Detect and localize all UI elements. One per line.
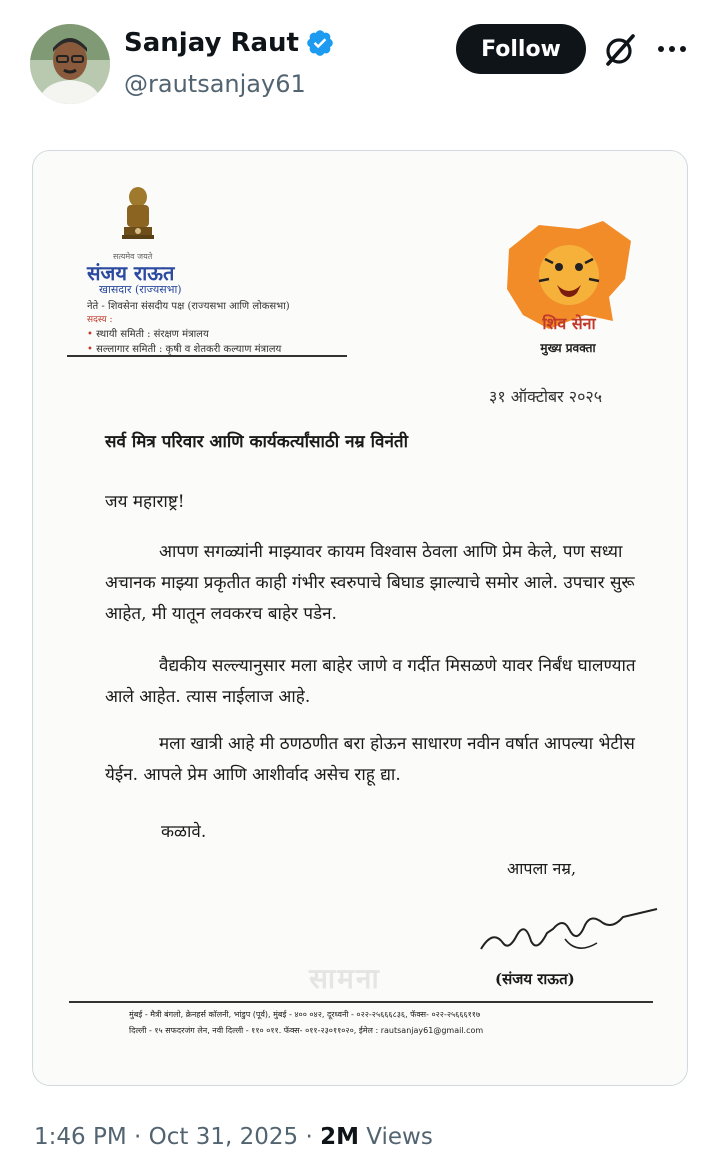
letterhead-role: नेते - शिवसेना संसदीय पक्ष (राज्यसभा आणि लोकसभा) — [87, 301, 290, 312]
logo-text: शिव सेना — [542, 314, 596, 333]
avatar[interactable] — [30, 24, 110, 104]
letter-greeting: जय महाराष्ट्र! — [105, 492, 185, 512]
signature-icon — [473, 899, 663, 959]
author-handle[interactable]: @rautsanjay61 — [124, 70, 306, 98]
verified-badge-icon — [305, 28, 335, 58]
author-name[interactable]: Sanjay Raut — [124, 28, 299, 58]
watermark-stamp: सामना — [309, 962, 381, 995]
letter-date: ३१ ऑक्टोबर २०२५ — [489, 387, 603, 406]
tweet-header — [0, 0, 720, 130]
emblem-caption: सत्यमेव जयते — [113, 252, 153, 261]
letterhead-committee-2: • सल्लागार समिती : कृषी व शेतकरी कल्याण मंत्रालय — [87, 341, 281, 355]
views-label: Views — [366, 1124, 433, 1150]
views-count[interactable]: 2M — [320, 1124, 359, 1150]
letter-paragraph-2: वैद्यकीय सल्ल्यानुसार मला बाहेर जाणे व गर्दीत मिसळणे यावर निर्बंध घालण्यात आले आहेत. त्यास नाईलाज आहे. — [105, 656, 636, 707]
tweet-media[interactable] — [32, 150, 688, 1086]
national-emblem-icon — [117, 185, 159, 247]
logo-caption: मुख्य प्रवक्ता — [540, 341, 596, 355]
letter-paragraph-3: मला खात्री आहे मी ठणठणीत बरा होऊन साधारण नवीन वर्षात आपल्या भेटीस येईन. आपले प्रेम आणि आशीर्वाद असेच राहू द्या. — [105, 734, 635, 785]
more-icon[interactable] — [652, 34, 692, 64]
tweet-meta — [34, 1124, 433, 1150]
tweet-time[interactable]: 1:46 PM — [34, 1124, 127, 1150]
letter-footer-delhi: दिल्ली - १५ सफदरजंग लेन, नवी दिल्ली - ११० ०११. फॅक्स- ०११-२३०११०२०, ईमेल : rautsanjay61@gmail.com — [129, 1026, 484, 1035]
letter-valediction: आपला नम्र, — [507, 859, 577, 878]
meta-separator: · — [305, 1124, 313, 1150]
letterhead-divider — [67, 355, 347, 357]
follow-button[interactable]: Follow — [456, 24, 586, 74]
footer-divider — [69, 1001, 653, 1003]
shiv-sena-tiger-logo — [499, 219, 639, 337]
letterhead-title: खासदार (राज्यसभा) — [99, 283, 182, 296]
letter-footer-mumbai: मुंबई - मैत्री बंगलो, क्रेनहर्स कॉलनी, भांडुप (पूर्व), मुंबई - ४०० ०४२, दूरध्वनी - ०२२-२५६६६८३६, फॅक्स- ०२२-२५६६६११७ — [129, 1010, 481, 1019]
meta-separator: · — [134, 1124, 142, 1150]
letter-image — [33, 151, 688, 1086]
letter-signer: (संजय राऊत) — [495, 970, 575, 988]
letter-paragraph-1: आपण सगळ्यांनी माझ्यावर कायम विश्वास ठेवला आणि प्रेम केले, पण सध्या अचानक माझ्या प्रकृतीत काही गंभीर स्वरुपाचे बिघाड झाल्याचे समोर आले. उपचार सुरू आहेत, मी यातून लवकरच बाहेर पडेन. — [105, 542, 635, 624]
grok-icon[interactable] — [602, 32, 638, 68]
letterhead-member-label: सदस्य : — [87, 315, 113, 325]
tweet-date[interactable]: Oct 31, 2025 — [148, 1124, 299, 1150]
letter-closing: कळावे. — [161, 822, 207, 842]
letterhead-committee-1: • स्थायी समिती : संरक्षण मंत्रालय — [87, 326, 209, 340]
letter-subject: सर्व मित्र परिवार आणि कार्यकर्त्यांसाठी नम्र विनंती — [105, 432, 409, 452]
letterhead-name: संजय राऊत — [87, 261, 175, 285]
author-name-row[interactable] — [124, 28, 335, 58]
